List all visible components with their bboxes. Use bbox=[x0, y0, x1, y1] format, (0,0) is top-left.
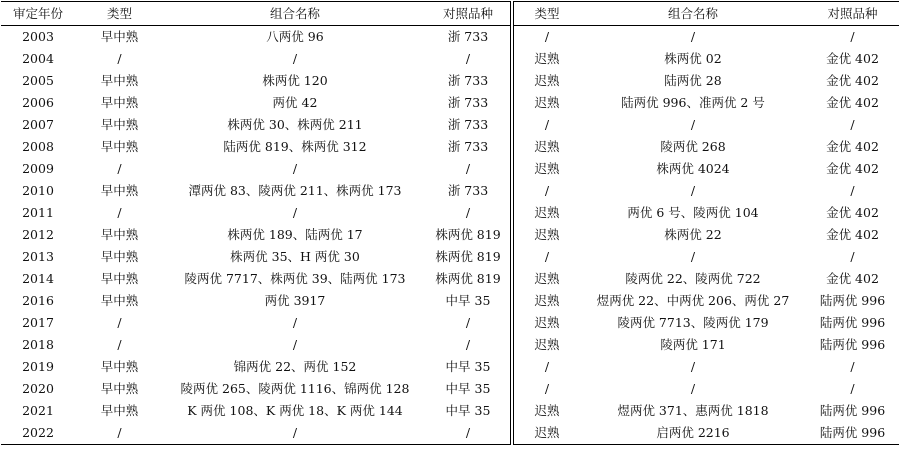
cell-type-late: 迟熟 bbox=[534, 73, 560, 88]
cell-type-late: 迟熟 bbox=[534, 293, 560, 308]
variety-table bbox=[1, 1, 899, 445]
cell-year: 2004 bbox=[22, 51, 54, 66]
cell-ref-early: 浙 733 bbox=[426, 136, 512, 158]
cell-combo-late: 株两优 4024 bbox=[656, 161, 730, 176]
cell-type-early: 早中熟 bbox=[100, 381, 139, 396]
cell-combo-early: 潭两优 83、陵两优 211、株两优 173 bbox=[188, 183, 402, 198]
cell-combo-early: 两优 3917 bbox=[264, 293, 326, 308]
cell-ref-early: 株两优 819 bbox=[426, 224, 512, 246]
table-row bbox=[1, 422, 899, 445]
cell-ref-late: 陆两优 996 bbox=[819, 403, 886, 418]
cell-combo-early: 两优 42 bbox=[272, 95, 318, 110]
cell-year: 2016 bbox=[22, 293, 54, 308]
cell-combo-early: / bbox=[164, 422, 426, 445]
cell-type-late: / bbox=[544, 29, 550, 44]
cell-ref-early: 浙 733 bbox=[426, 26, 512, 49]
cell-combo-late: 陵两优 268 bbox=[660, 139, 726, 154]
cell-combo-late: 启两优 2216 bbox=[580, 422, 806, 445]
table-row bbox=[1, 48, 899, 70]
cell-type-early: 早中熟 bbox=[100, 249, 139, 264]
cell-type-late: 迟熟 bbox=[534, 95, 560, 110]
cell-combo-late: 陆两优 28 bbox=[664, 73, 722, 88]
cell-ref-late: 金优 402 bbox=[826, 95, 879, 110]
cell-ref-early: 株两优 819 bbox=[426, 246, 512, 268]
cell-type-early: 早中熟 bbox=[100, 359, 139, 374]
cell-type-early: / bbox=[117, 161, 122, 176]
cell-year: 2005 bbox=[22, 73, 54, 88]
cell-ref-early: 浙 733 bbox=[426, 180, 512, 202]
table-row bbox=[1, 312, 899, 334]
cell-type-early: 早中熟 bbox=[100, 117, 139, 132]
cell-ref-early: / bbox=[426, 48, 512, 70]
cell-ref-early: / bbox=[426, 334, 512, 356]
cell-ref-late: 金优 402 bbox=[826, 51, 879, 66]
cell-type-early: 早中熟 bbox=[100, 293, 139, 308]
header-ref-early: 对照品种 bbox=[426, 2, 512, 26]
header-combo-late: 组合名称 bbox=[580, 2, 806, 26]
cell-combo-early: 陵两优 7717、株两优 39、陆两优 173 bbox=[184, 271, 406, 286]
cell-type-late: 迟熟 bbox=[534, 139, 560, 154]
cell-type-late: / bbox=[544, 117, 550, 132]
cell-type-late: 迟熟 bbox=[534, 403, 560, 418]
header-row bbox=[1, 2, 899, 26]
cell-ref-early: / bbox=[426, 312, 512, 334]
table-row bbox=[1, 70, 899, 92]
cell-year: 2013 bbox=[22, 249, 54, 264]
cell-combo-early: 株两优 35、H 两优 30 bbox=[230, 249, 360, 264]
cell-combo-early: 八两优 96 bbox=[266, 29, 324, 44]
cell-combo-late: 两优 6 号、陵两优 104 bbox=[627, 205, 759, 220]
header-type-late: 类型 bbox=[512, 2, 580, 26]
cell-combo-early: / bbox=[292, 51, 298, 66]
cell-type-early: / bbox=[117, 205, 122, 220]
cell-type-late: 迟熟 bbox=[534, 51, 560, 66]
cell-combo-early: / bbox=[292, 205, 298, 220]
cell-combo-late: 陵两优 7713、陵两优 179 bbox=[617, 315, 769, 330]
header-type-early: 类型 bbox=[75, 2, 164, 26]
cell-type-late: / bbox=[544, 359, 550, 374]
cell-type-early: 早中熟 bbox=[100, 183, 139, 198]
cell-ref-late: 金优 402 bbox=[826, 139, 879, 154]
cell-combo-early: 陵两优 265、陵两优 1116、锦两优 128 bbox=[180, 381, 410, 396]
cell-type-early: 早中熟 bbox=[100, 271, 139, 286]
cell-ref-late: / bbox=[850, 381, 855, 396]
cell-ref-late: 陆两优 996 bbox=[819, 315, 886, 330]
cell-combo-late: / bbox=[690, 249, 696, 264]
cell-year: 2014 bbox=[22, 271, 54, 286]
cell-ref-late: 陆两优 996 bbox=[819, 337, 886, 352]
cell-combo-late: / bbox=[690, 359, 696, 374]
cell-ref-early: 浙 733 bbox=[426, 70, 512, 92]
cell-type-late: 迟熟 bbox=[534, 315, 560, 330]
cell-ref-late: 金优 402 bbox=[826, 227, 879, 242]
cell-type-early: 早中熟 bbox=[100, 139, 139, 154]
cell-combo-late: / bbox=[690, 29, 696, 44]
table-row bbox=[1, 92, 899, 114]
header-year: 审定年份 bbox=[1, 2, 75, 26]
cell-combo-late: 陵两优 171 bbox=[660, 337, 726, 352]
cell-ref-early: 中早 35 bbox=[426, 290, 512, 312]
cell-type-late: / bbox=[544, 249, 550, 264]
cell-combo-early: / bbox=[292, 161, 298, 176]
cell-type-early: / bbox=[75, 422, 164, 445]
cell-combo-late: 陵两优 22、陵两优 722 bbox=[625, 271, 761, 286]
cell-type-early: 早中熟 bbox=[100, 29, 139, 44]
cell-type-late: 迟熟 bbox=[512, 422, 580, 445]
header-ref-late: 对照品种 bbox=[806, 2, 899, 26]
cell-year: 2007 bbox=[22, 117, 54, 132]
cell-combo-late: 株两优 02 bbox=[664, 51, 722, 66]
cell-year: 2022 bbox=[1, 422, 75, 445]
table-row bbox=[1, 26, 899, 49]
cell-ref-late: / bbox=[850, 29, 855, 44]
cell-ref-early: 中早 35 bbox=[426, 400, 512, 422]
table-row bbox=[1, 290, 899, 312]
cell-combo-early: 陆两优 819、株两优 312 bbox=[223, 139, 367, 154]
cell-year: 2008 bbox=[22, 139, 54, 154]
cell-year: 2017 bbox=[22, 315, 54, 330]
cell-ref-late: 金优 402 bbox=[826, 271, 879, 286]
table-row bbox=[1, 356, 899, 378]
cell-combo-early: / bbox=[292, 315, 298, 330]
cell-type-early: 早中熟 bbox=[100, 227, 139, 242]
cell-ref-early: 浙 733 bbox=[426, 92, 512, 114]
cell-ref-early: 浙 733 bbox=[426, 114, 512, 136]
cell-type-late: / bbox=[544, 183, 550, 198]
cell-type-late: 迟熟 bbox=[534, 337, 560, 352]
cell-combo-late: / bbox=[690, 381, 696, 396]
cell-combo-late: 株两优 22 bbox=[664, 227, 722, 242]
cell-year: 2011 bbox=[22, 205, 54, 220]
cell-year: 2009 bbox=[22, 161, 54, 176]
cell-year: 2020 bbox=[22, 381, 54, 396]
cell-ref-late: / bbox=[850, 117, 855, 132]
cell-ref-early: 中早 35 bbox=[426, 378, 512, 400]
cell-ref-late: 金优 402 bbox=[826, 161, 879, 176]
cell-year: 2006 bbox=[22, 95, 54, 110]
cell-type-late: 迟熟 bbox=[534, 161, 560, 176]
cell-combo-early: 锦两优 22、两优 152 bbox=[233, 359, 357, 374]
table-row bbox=[1, 180, 899, 202]
cell-combo-early: 株两优 120 bbox=[262, 73, 328, 88]
cell-ref-late: / bbox=[850, 183, 855, 198]
table-row bbox=[1, 268, 899, 290]
table-row bbox=[1, 224, 899, 246]
cell-type-early: / bbox=[117, 51, 122, 66]
table-row bbox=[1, 202, 899, 224]
cell-ref-early: / bbox=[426, 158, 512, 180]
cell-combo-early: K 两优 108、K 两优 18、K 两优 144 bbox=[187, 403, 403, 418]
cell-ref-late: / bbox=[850, 359, 855, 374]
cell-combo-early: 株两优 189、陆两优 17 bbox=[227, 227, 363, 242]
cell-type-early: 早中熟 bbox=[100, 403, 139, 418]
table-row bbox=[1, 158, 899, 180]
table-row bbox=[1, 114, 899, 136]
cell-ref-late: 金优 402 bbox=[826, 73, 879, 88]
cell-ref-late: 陆两优 996 bbox=[806, 422, 899, 445]
cell-combo-late: / bbox=[690, 183, 696, 198]
header-combo-early: 组合名称 bbox=[164, 2, 426, 26]
cell-type-late: / bbox=[544, 381, 550, 396]
cell-year: 2003 bbox=[22, 29, 54, 44]
cell-combo-late: 陆两优 996、准两优 2 号 bbox=[621, 95, 765, 110]
table-row bbox=[1, 400, 899, 422]
cell-ref-early: / bbox=[426, 202, 512, 224]
cell-year: 2021 bbox=[22, 403, 54, 418]
cell-type-early: / bbox=[117, 337, 122, 352]
cell-ref-early: 株两优 819 bbox=[426, 268, 512, 290]
cell-type-early: 早中熟 bbox=[100, 95, 139, 110]
cell-combo-late: 煜两优 371、惠两优 1818 bbox=[617, 403, 769, 418]
cell-combo-early: / bbox=[292, 337, 298, 352]
cell-type-early: / bbox=[117, 315, 122, 330]
cell-combo-early: 株两优 30、株两优 211 bbox=[227, 117, 363, 132]
cell-type-late: 迟熟 bbox=[534, 271, 560, 286]
cell-year: 2012 bbox=[22, 227, 54, 242]
cell-combo-late: 煜两优 22、中两优 206、两优 27 bbox=[596, 293, 790, 308]
cell-ref-early: 中早 35 bbox=[426, 356, 512, 378]
cell-ref-late: 金优 402 bbox=[826, 205, 879, 220]
cell-ref-late: / bbox=[850, 249, 855, 264]
table-row bbox=[1, 136, 899, 158]
cell-year: 2019 bbox=[22, 359, 54, 374]
cell-type-late: 迟熟 bbox=[534, 205, 560, 220]
cell-year: 2010 bbox=[22, 183, 54, 198]
cell-combo-late: / bbox=[690, 117, 696, 132]
cell-type-early: 早中熟 bbox=[100, 73, 139, 88]
cell-year: 2018 bbox=[22, 337, 54, 352]
table-row bbox=[1, 378, 899, 400]
table-row bbox=[1, 334, 899, 356]
cell-ref-early: / bbox=[426, 422, 512, 445]
cell-type-late: 迟熟 bbox=[534, 227, 560, 242]
table-body bbox=[1, 26, 899, 445]
cell-ref-late: 陆两优 996 bbox=[819, 293, 886, 308]
table-row bbox=[1, 246, 899, 268]
